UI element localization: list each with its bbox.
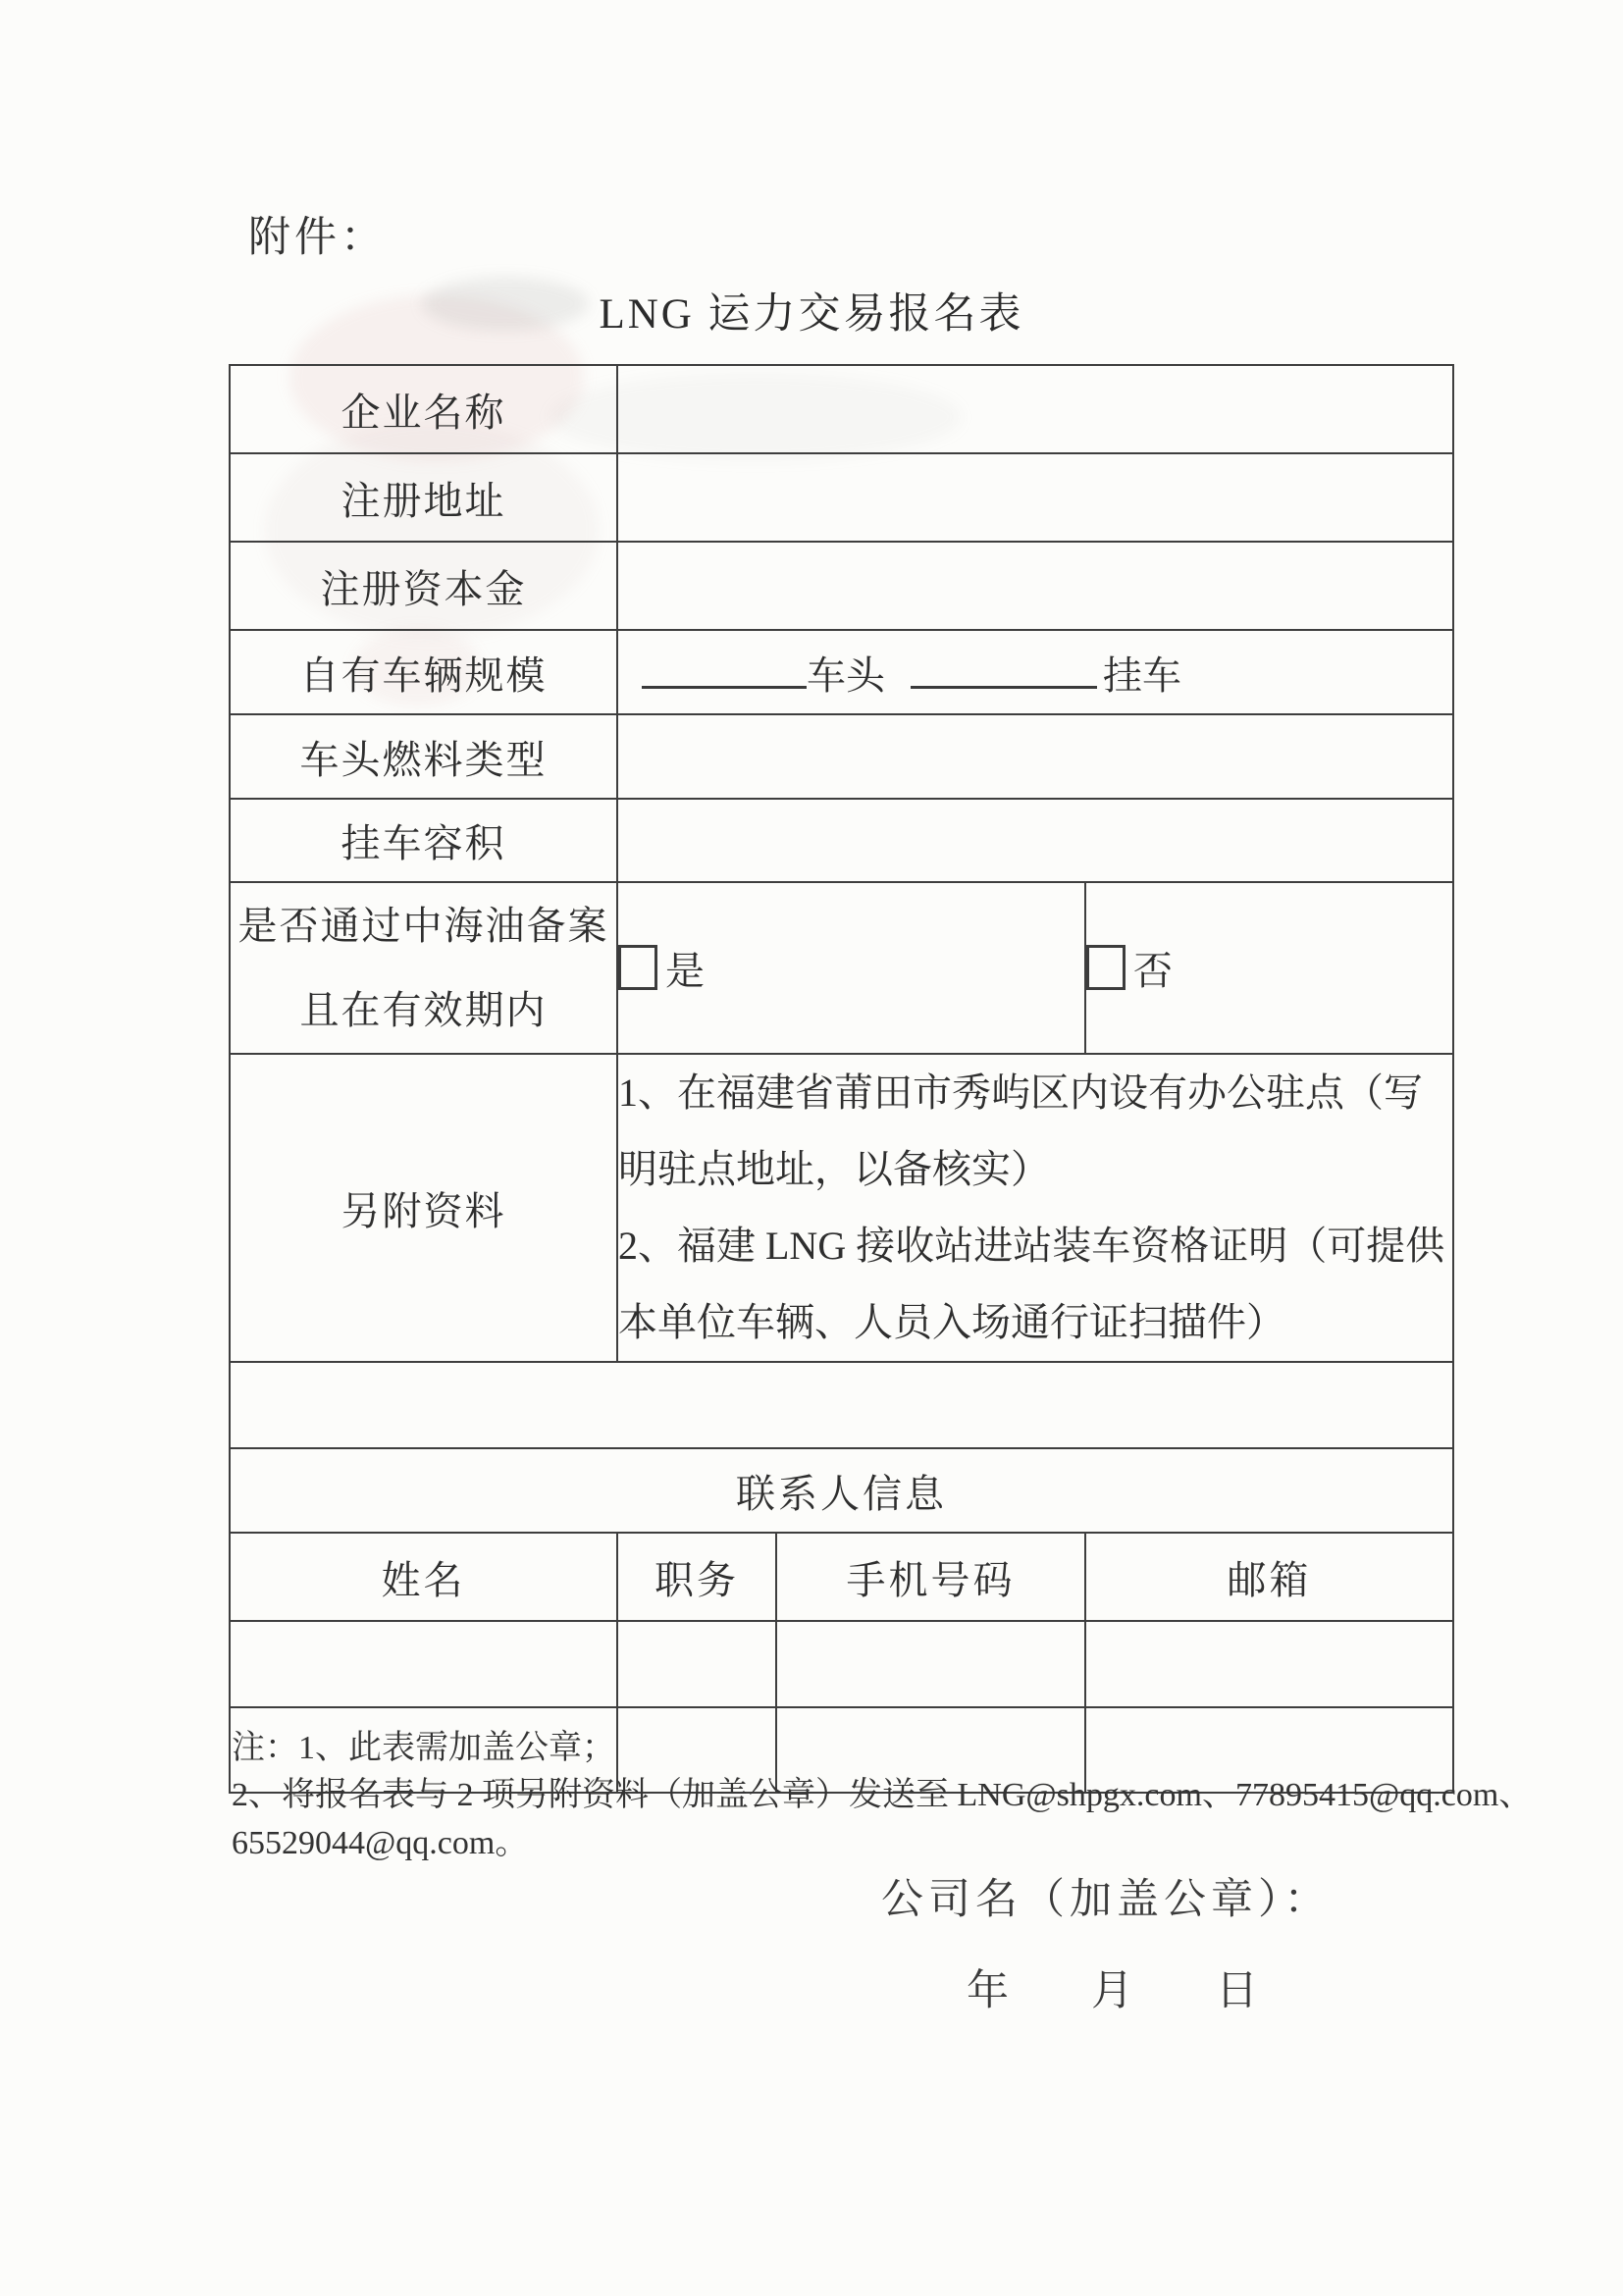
additional-materials-label: 另附资料	[230, 1054, 617, 1362]
table-row	[230, 1621, 1453, 1707]
contact-col-mobile: 手机号码	[776, 1533, 1085, 1621]
company-name-input-cell	[617, 365, 1453, 453]
note-line-1: 注：1、此表需加盖公章；	[232, 1730, 615, 1766]
checkbox-yes	[618, 945, 657, 990]
trailer-capacity-input-cell	[617, 799, 1453, 882]
contact-mobile-cell	[776, 1621, 1085, 1707]
contact-position-cell	[617, 1621, 776, 1707]
trailer-capacity-label: 挂车容积	[230, 799, 617, 882]
company-name-label: 企业名称	[230, 365, 617, 453]
contact-col-position: 职务	[617, 1533, 776, 1621]
form-title: LNG 运力交易报名表	[599, 291, 1024, 338]
trailer-unit-label: 挂车	[1103, 652, 1181, 698]
contact-name-cell	[230, 1621, 617, 1707]
contact-email-cell	[1085, 1621, 1453, 1707]
checkbox-yes-label: 是	[665, 949, 705, 993]
note-line-3: 65529044@qq.com。	[232, 1824, 529, 1861]
contact-col-email: 邮箱	[1085, 1533, 1453, 1621]
date-day-label: 日	[1216, 1968, 1258, 2014]
note-line-2: 2、将报名表与 2 项另附资料（加盖公章）发送至 LNG@shpgx.com、77895415@qq.com、	[232, 1777, 1533, 1814]
registered-address-label: 注册地址	[230, 453, 617, 542]
trailer-count-blank	[911, 647, 1097, 689]
registered-address-input-cell	[617, 453, 1453, 542]
table-row	[230, 542, 1453, 630]
contact-col-name: 姓名	[230, 1533, 617, 1621]
vehicle-scale-label: 自有车辆规模	[230, 630, 617, 714]
table-row	[230, 882, 1453, 1054]
filing-yes-cell	[617, 882, 1085, 1054]
table-row	[230, 1362, 1453, 1448]
table-row	[230, 453, 1453, 542]
additional-materials-item1: 1、在福建省莆田市秀屿区内设有办公驻点（写明驻点地址，以备核实）	[618, 1070, 1423, 1191]
filing-no-cell	[1085, 882, 1453, 1054]
tractor-fuel-type-label: 车头燃料类型	[230, 714, 617, 799]
cnooc-filing-label-line2: 且在有效期内	[299, 987, 548, 1032]
table-row	[230, 365, 1453, 453]
additional-materials-content	[617, 1054, 1453, 1362]
company-seal-line: 公司名（加盖公章）：	[881, 1877, 1332, 1923]
cnooc-filing-label-line1: 是否通过中海油备案	[237, 903, 609, 948]
cnooc-filing-label	[230, 882, 617, 1054]
table-row	[230, 1448, 1453, 1533]
contact-section-header: 联系人信息	[230, 1448, 1453, 1533]
tractor-fuel-type-input-cell	[617, 714, 1453, 799]
registration-form-table	[229, 364, 1454, 1794]
registered-capital-label: 注册资本金	[230, 542, 617, 630]
form-notes	[232, 1725, 1532, 1867]
tractor-count-blank	[642, 647, 807, 689]
vehicle-scale-input-cell	[617, 630, 1453, 714]
table-row	[230, 1533, 1453, 1621]
checkbox-no-label: 否	[1133, 949, 1173, 993]
table-row	[230, 714, 1453, 799]
date-month-label: 月	[1091, 1968, 1133, 2014]
spacer-row-cell	[230, 1362, 1453, 1448]
attachment-label: 附件：	[248, 215, 387, 261]
table-row	[230, 630, 1453, 714]
tractor-unit-label: 车头	[807, 652, 885, 698]
additional-materials-item2: 2、福建 LNG 接收站进站装车资格证明（可提供本单位车辆、人员入场通行证扫描件）	[618, 1224, 1445, 1344]
checkbox-no	[1086, 945, 1126, 990]
table-row	[230, 1054, 1453, 1362]
date-year-label: 年	[967, 1968, 1009, 2014]
date-line	[967, 1957, 1340, 2017]
registered-capital-input-cell	[617, 542, 1453, 630]
table-row	[230, 799, 1453, 882]
